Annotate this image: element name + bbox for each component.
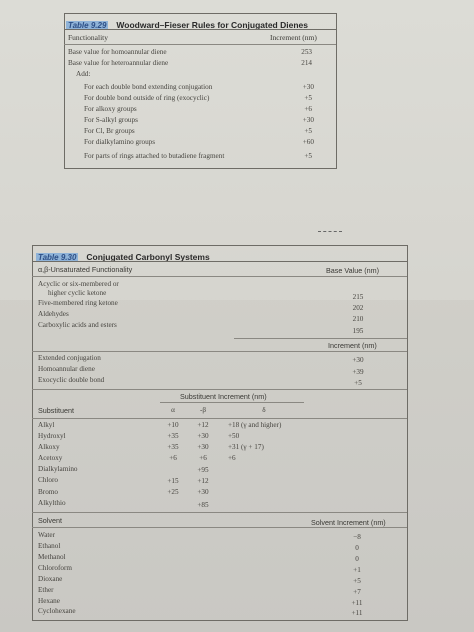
solvent-name: Dioxane [38, 575, 63, 583]
base-row-value: 202 [352, 304, 364, 312]
substituent-name: Alkyl [38, 421, 55, 429]
solvent-value: +5 [353, 577, 361, 585]
substituent-beta: +30 [197, 443, 209, 451]
table2-col-functionality: α,β-Unsaturated Functionality [38, 265, 133, 274]
table1-row-label: Add: [76, 70, 91, 78]
table1-row-label: For parts of rings attached to butadiene fragment [84, 152, 225, 160]
table1-caption [66, 15, 308, 33]
increment-row-label: Exocyclic double bond [38, 376, 105, 384]
divider [64, 44, 336, 45]
substituent-delta: +50 [228, 432, 240, 440]
increment-row-value: +5 [354, 379, 362, 387]
table1-row-value: +30 [302, 116, 314, 124]
substituent-name: Bromo [38, 488, 58, 496]
table1-col-increment: Increment (nm) [270, 33, 317, 42]
substituent-name: Acetoxy [38, 454, 63, 462]
increment-row-value: +30 [352, 356, 364, 364]
substituent-name: Alkylthio [38, 499, 66, 507]
increment-header: Increment (nm) [328, 341, 377, 350]
col-substituent: Substituent [38, 406, 74, 415]
solvent-name: Hexane [38, 597, 60, 605]
table1-row-label: Base value for heteroannular diene [68, 59, 169, 67]
substituent-delta: +31 (γ + 17) [228, 443, 264, 451]
solvent-name: Ethanol [38, 542, 61, 550]
solvent-name: Chloroform [38, 564, 72, 572]
substituent-alpha: +15 [167, 477, 179, 485]
divider [32, 389, 407, 390]
divider [32, 276, 407, 277]
solvent-value: +11 [351, 599, 363, 607]
solvent-name: Water [38, 531, 55, 539]
divider [32, 261, 407, 262]
substituent-name: Chloro [38, 476, 58, 484]
base-row-label: Carboxylic acids and esters [38, 321, 117, 329]
table1-row-value: +5 [304, 127, 312, 135]
base-row-label: Acyclic or six-membered or [38, 280, 119, 288]
substituent-name: Dialkylamino [38, 465, 78, 473]
base-row-value: 195 [352, 327, 364, 335]
divider [160, 402, 304, 403]
col-delta: δ [262, 406, 266, 414]
table1-row-value: 253 [301, 48, 312, 56]
substituent-alpha: +25 [167, 488, 179, 496]
table1-row-value: +5 [304, 152, 312, 160]
substituent-beta: +85 [197, 501, 209, 509]
divider [64, 29, 336, 30]
table1-row-label: For S-alkyl groups [84, 116, 138, 124]
table1-row-value: 214 [301, 59, 312, 67]
solvent-name: Ether [38, 586, 54, 594]
table2-caption [36, 247, 210, 265]
solvent-value: +1 [353, 566, 361, 574]
table1-title: Woodward–Fieser Rules for Conjugated Dienes [116, 20, 308, 30]
increment-row-label: Extended conjugation [38, 354, 101, 362]
col-solvent-increment: Solvent Increment (nm) [311, 518, 386, 527]
divider [32, 512, 407, 513]
substituent-delta: +18 (γ and higher) [228, 421, 282, 429]
substituent-alpha: +35 [167, 432, 179, 440]
substituent-alpha: +6 [169, 454, 177, 462]
substituent-beta: +12 [197, 477, 209, 485]
base-row-value: 210 [352, 315, 364, 323]
solvent-name: Methanol [38, 553, 66, 561]
divider [234, 338, 407, 339]
table2-tag: Table 9.30 [38, 253, 77, 262]
substituent-delta: +6 [228, 454, 236, 462]
substituent-name: Hydroxyl [38, 432, 66, 440]
table2-title: Conjugated Carbonyl Systems [86, 252, 210, 262]
table1-row-value: +6 [304, 105, 312, 113]
table2-col-base: Base Value (nm) [326, 266, 379, 275]
divider [32, 527, 407, 528]
table1-tag: Table 9.29 [68, 21, 107, 30]
col-alpha: α [171, 406, 175, 414]
table1-row-value: +60 [302, 138, 314, 146]
substituent-increment-header: Substituent Increment (nm) [180, 392, 267, 401]
substituent-name: Alkoxy [38, 443, 60, 451]
substituent-alpha: +10 [167, 421, 179, 429]
increment-row-label: Homoannular diene [38, 365, 95, 373]
solvent-value: 0 [355, 544, 359, 552]
substituent-alpha: +35 [167, 443, 179, 451]
solvent-value: +7 [353, 588, 361, 596]
substituent-beta: +30 [197, 432, 209, 440]
table1-row-label: For Cl, Br groups [84, 127, 135, 135]
increment-row-value: +39 [352, 368, 364, 376]
divider [32, 418, 407, 419]
substituent-beta: +95 [197, 466, 209, 474]
solvent-value: −8 [353, 533, 361, 541]
substituent-beta: +30 [197, 488, 209, 496]
table1-row-label: For each double bond extending conjugation [84, 83, 213, 91]
table1-row-label: Base value for homoannular diene [68, 48, 167, 56]
col-solvent: Solvent [38, 516, 62, 525]
table1-row-value: +5 [304, 94, 312, 102]
solvent-value: +11 [351, 609, 363, 617]
separator-dashes [318, 231, 342, 232]
table1-row-value: +30 [302, 83, 314, 91]
col-beta: -β [199, 406, 207, 414]
base-row-value: 215 [352, 293, 364, 301]
divider [32, 351, 407, 352]
solvent-name: Cyclohexane [38, 607, 76, 615]
table1-col-functionality: Functionality [68, 33, 108, 42]
base-row-label: Aldehydes [38, 310, 69, 318]
base-row-label: higher cyclic ketone [48, 289, 107, 297]
table1-row-label: For double bond outside of ring (exocyclic) [84, 94, 210, 102]
table1-row-label: For alkoxy groups [84, 105, 137, 113]
base-row-label: Five-membered ring ketone [38, 299, 118, 307]
table1-row-label: For dialkylamino groups [84, 138, 156, 146]
substituent-beta: +6 [199, 454, 207, 462]
substituent-beta: +12 [197, 421, 209, 429]
solvent-value: 0 [355, 555, 359, 563]
